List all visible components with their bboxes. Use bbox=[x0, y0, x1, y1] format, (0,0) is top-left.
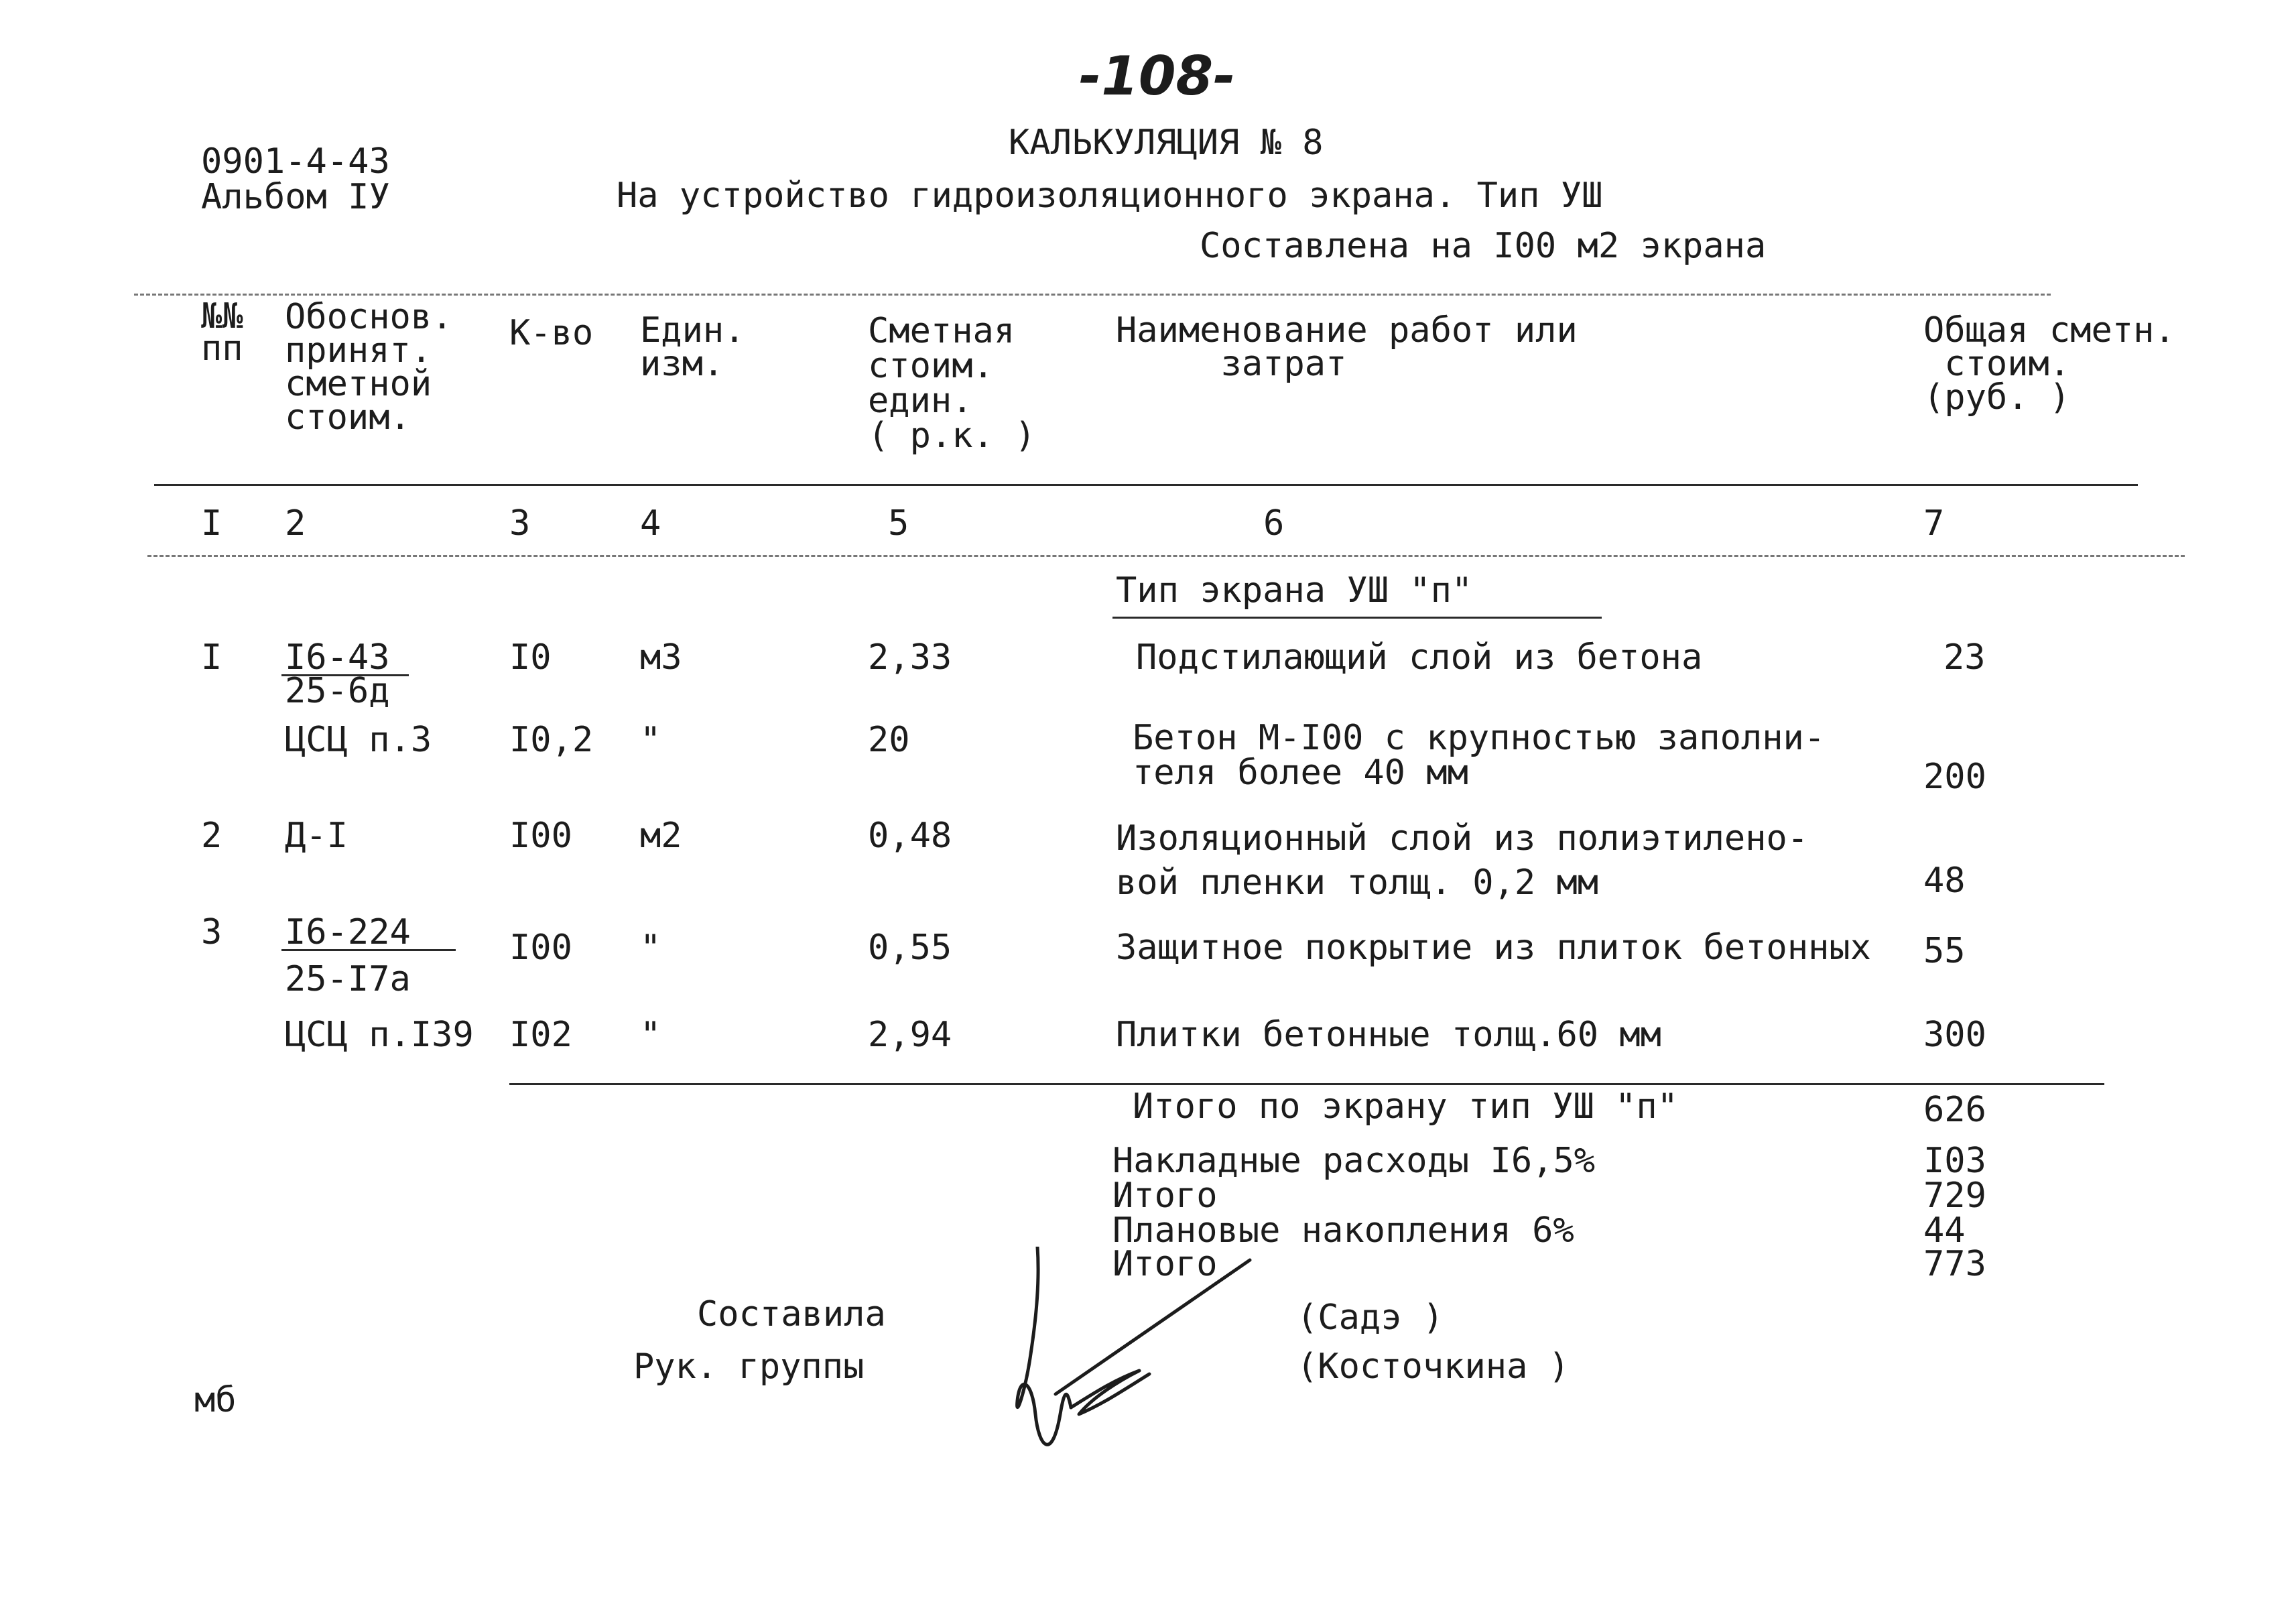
summary-label: Плановые накопления 6% bbox=[1112, 1210, 1574, 1251]
row-price: 2,33 bbox=[868, 637, 952, 678]
row-name: Бетон М-I00 с крупностью заполни- теля более 40 мм bbox=[1133, 718, 1826, 793]
row-price: 0,55 bbox=[868, 928, 952, 968]
calc-basis: Составлена на I00 м2 экрана bbox=[1200, 226, 1767, 266]
row-price: 0,48 bbox=[868, 816, 952, 856]
head-name: (Косточкина ) bbox=[1297, 1347, 1570, 1387]
col-number: 7 bbox=[1923, 503, 1945, 544]
row-unit: м3 bbox=[640, 637, 682, 678]
row-basis: ЦСЦ п.3 bbox=[285, 720, 432, 760]
summary-label: Итого bbox=[1112, 1176, 1218, 1216]
col-header-num: №№ пп bbox=[201, 296, 243, 369]
col-number-rule bbox=[147, 555, 2185, 557]
row-qty: I0 bbox=[509, 637, 552, 678]
col-header-name: Наименование работ или затрат bbox=[1116, 310, 1578, 384]
summary-label: Итого по экрану тип УШ "п" bbox=[1133, 1086, 1678, 1127]
row-name: Изоляционный слой из полиэтилено- вой пленки толщ. 0,2 мм bbox=[1116, 818, 1809, 903]
summary-value: 626 bbox=[1923, 1090, 1986, 1130]
top-rule bbox=[134, 294, 2051, 296]
basis-fraction-line bbox=[281, 949, 456, 951]
calc-title: КАЛЬКУЛЯЦИЯ № 8 bbox=[1009, 123, 1324, 163]
col-header-qty: К-во bbox=[509, 313, 594, 353]
row-basis: Д-I bbox=[285, 816, 348, 856]
row-qty: I0,2 bbox=[509, 720, 594, 760]
row-qty: I00 bbox=[509, 928, 572, 968]
row-num: 3 bbox=[201, 912, 222, 952]
col-header-price: Сметная стоим. един. ( р.к. ) bbox=[868, 311, 1036, 456]
col-header-total: Общая сметн. стоим. (руб. ) bbox=[1923, 310, 2175, 418]
col-number: 6 bbox=[1263, 503, 1285, 544]
row-qty: I02 bbox=[509, 1015, 572, 1055]
row-total: 48 bbox=[1923, 861, 1966, 901]
totals-rule bbox=[509, 1083, 2104, 1085]
album: Альбом IУ bbox=[201, 177, 390, 217]
page-number: -108- bbox=[1079, 45, 1236, 107]
row-num: I bbox=[201, 637, 222, 678]
header-rule bbox=[154, 484, 2138, 486]
section-title: Тип экрана УШ "п" bbox=[1116, 570, 1473, 611]
summary-value: 773 bbox=[1923, 1244, 1986, 1284]
row-total: 55 bbox=[1923, 931, 1966, 971]
summary-label: Итого bbox=[1112, 1244, 1218, 1284]
summary-value: 729 bbox=[1923, 1176, 1986, 1216]
col-header-basis: Обоснов. принят. сметной стоим. bbox=[285, 297, 453, 438]
doc-code: 0901-4-43 bbox=[201, 141, 390, 182]
row-unit: м2 bbox=[640, 816, 682, 856]
section-title-rule bbox=[1112, 617, 1602, 619]
col-number: 2 bbox=[285, 503, 306, 544]
col-number: 3 bbox=[509, 503, 531, 544]
summary-value: I03 bbox=[1923, 1141, 1986, 1181]
row-basis: I6-224 bbox=[285, 912, 411, 952]
footer-mark: мб bbox=[194, 1380, 237, 1420]
col-header-unit: Един. изм. bbox=[640, 310, 745, 384]
row-total: 200 bbox=[1923, 757, 1986, 797]
col-number: 4 bbox=[640, 503, 661, 544]
row-price: 20 bbox=[868, 720, 910, 760]
row-basis: ЦСЦ п.I39 bbox=[285, 1015, 474, 1055]
col-number: I bbox=[201, 503, 222, 544]
row-unit: " bbox=[640, 928, 661, 968]
row-unit: " bbox=[640, 1015, 661, 1055]
row-basis-sub: 25-6д bbox=[285, 671, 390, 711]
summary-value: 44 bbox=[1923, 1210, 1966, 1251]
row-total: 23 bbox=[1943, 637, 1986, 678]
head-label: Рук. группы bbox=[633, 1347, 865, 1387]
calc-subtitle: На устройство гидроизоляционного экрана. Тип УШ bbox=[617, 176, 1603, 216]
row-qty: I00 bbox=[509, 816, 572, 856]
row-name: Плитки бетонные толщ.60 мм bbox=[1116, 1015, 1661, 1055]
summary-label: Накладные расходы I6,5% bbox=[1112, 1141, 1596, 1181]
row-price: 2,94 bbox=[868, 1015, 952, 1055]
handwritten-signature bbox=[1005, 1244, 1287, 1468]
row-basis: I6-43 bbox=[285, 637, 390, 678]
row-name: Защитное покрытие из плиток бетонных bbox=[1116, 928, 1872, 968]
composed-name: (Садэ ) bbox=[1297, 1298, 1444, 1338]
row-name: Подстилающий слой из бетона bbox=[1136, 637, 1703, 678]
row-total: 300 bbox=[1923, 1015, 1986, 1055]
col-number: 5 bbox=[888, 503, 909, 544]
row-basis-sub: 25-I7а bbox=[285, 959, 411, 999]
row-unit: " bbox=[640, 720, 661, 760]
row-num: 2 bbox=[201, 816, 222, 856]
composed-label: Составила bbox=[697, 1294, 886, 1334]
